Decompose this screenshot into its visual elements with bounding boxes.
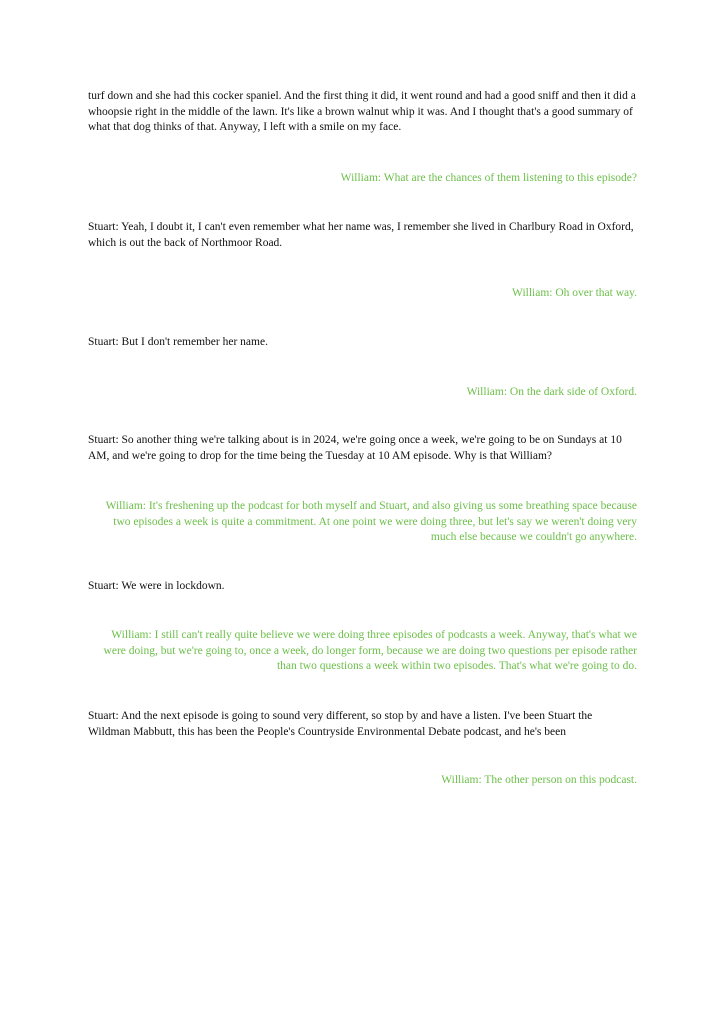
transcript-paragraph-william: William: Oh over that way. (512, 287, 637, 299)
transcript-paragraph-stuart: Stuart: So another thing we're talking about is in 2024, we're going once a week, we're going to be on Sundays at 10 AM, and we're going to drop for the time being the Tuesday at 10 AM episode. Why is that William? (88, 434, 622, 462)
transcript-paragraph-stuart: Stuart: And the next episode is going to sound very different, so stop by and have a listen. I've been Stuart the Wildman Mabbutt, this has been the People's Countryside Environmental Debate podcast, and he's been (88, 710, 593, 738)
transcript-paragraph-william: William: The other person on this podcast. (441, 774, 637, 786)
transcript-paragraph-william: William: What are the chances of them listening to this episode? (340, 172, 637, 184)
transcript-paragraph-william: William: On the dark side of Oxford. (466, 386, 637, 398)
transcript-paragraph-stuart: turf down and she had this cocker spaniel. And the first thing it did, it went round and had a good sniff and then it did a whoopsie right in the middle of the lawn. It's like a brown walnut whip it was. And I thought that's a good summary of what that dog thinks of that. Anyway, I left with a smile on my face. (88, 90, 636, 133)
transcript-paragraph-stuart: Stuart: But I don't remember her name. (88, 336, 268, 348)
transcript-paragraph-william: William: I still can't really quite believe we were doing three episodes of podcasts a week. Anyway, that's what we were doing, but we're going to, once a week, do longer form, because we are doing two questions per episode rather than two questions a week within two episodes. That's what we're going to do. (103, 629, 637, 672)
transcript-paragraph-william: William: It's freshening up the podcast for both myself and Stuart, and also giving us some breathing space because two episodes a week is quite a commitment. At one point we were doing three, but let's say we weren't doing very much else because we couldn't go anywhere. (105, 500, 637, 543)
transcript-paragraph-stuart: Stuart: We were in lockdown. (88, 580, 225, 592)
transcript-paragraph-stuart: Stuart: Yeah, I doubt it, I can't even remember what her name was, I remember she lived in Charlbury Road in Oxford, which is out the back of Northmoor Road. (88, 221, 634, 249)
